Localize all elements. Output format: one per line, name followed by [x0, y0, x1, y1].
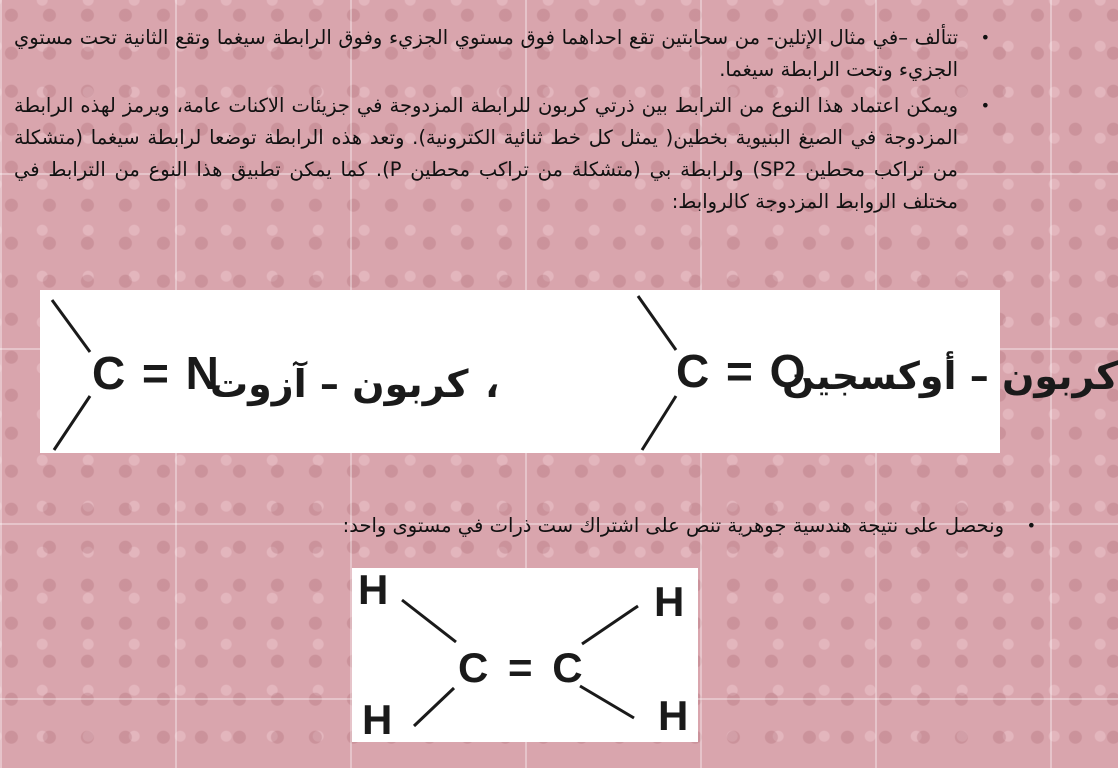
bullet-dot: • [1026, 516, 1036, 535]
atom-h-top-right: H [654, 578, 685, 625]
bullet-item-3 [14, 510, 1050, 542]
atom-h-top-left: H [358, 566, 389, 613]
ethylene-structure-figure [352, 568, 698, 742]
atom-h-bottom-right: H [658, 692, 689, 739]
bullet-item-1 [14, 22, 1004, 86]
formula-c-o: C = O [676, 345, 808, 397]
separator-comma: ، [485, 362, 500, 406]
atom-h-bottom-left: H [362, 696, 393, 743]
bullet-item-2 [14, 90, 1004, 218]
label-carbon-oxygen: كربون – أوكسجين [782, 354, 1118, 398]
carbon-double-bond: C = C [458, 644, 587, 691]
formula-c-n: C = N [92, 347, 221, 399]
bullet-dot: • [980, 96, 990, 115]
label-carbon-nitrogen: كربون – آزوت [210, 362, 469, 406]
bullet-text-1: تتألف –في مثال الإتلين- من سحابتين تقع احداهما فوق مستوي الجزيء وفوق الرابطة سيغما وتقع الثانية تحت مستوي الجزيء وتحت الرابطة سيغما. [14, 26, 958, 81]
double-bond-examples-figure [40, 290, 1118, 453]
bullet-dot: • [980, 28, 990, 47]
bullet-text-3: ونحصل على نتيجة هندسية جوهرية تنص على اشتراك ست ذرات في مستوى واحد: [342, 514, 1004, 537]
bullet-text-2: ويمكن اعتماد هذا النوع من الترابط بين ذرتي كربون للرابطة المزدوجة في جزيئات الاكنات عامة، ويرمز لهذه الرابطة المزدوجة في الصيغ البنيوية بخطين( يمثل كل خط ثنائية الكترونية). وتعد هذه الرابطة توضعا لرابطة سيغما (متشكلة من تراكب محطين SP2) ولرابطة بي (متشكلة من تراكب محطين P). كما يمكن تطبيق هذا النوع من الترابط في مختلف الروابط المزدوجة كالروابط: [14, 94, 958, 213]
bullet-list [14, 22, 1004, 222]
